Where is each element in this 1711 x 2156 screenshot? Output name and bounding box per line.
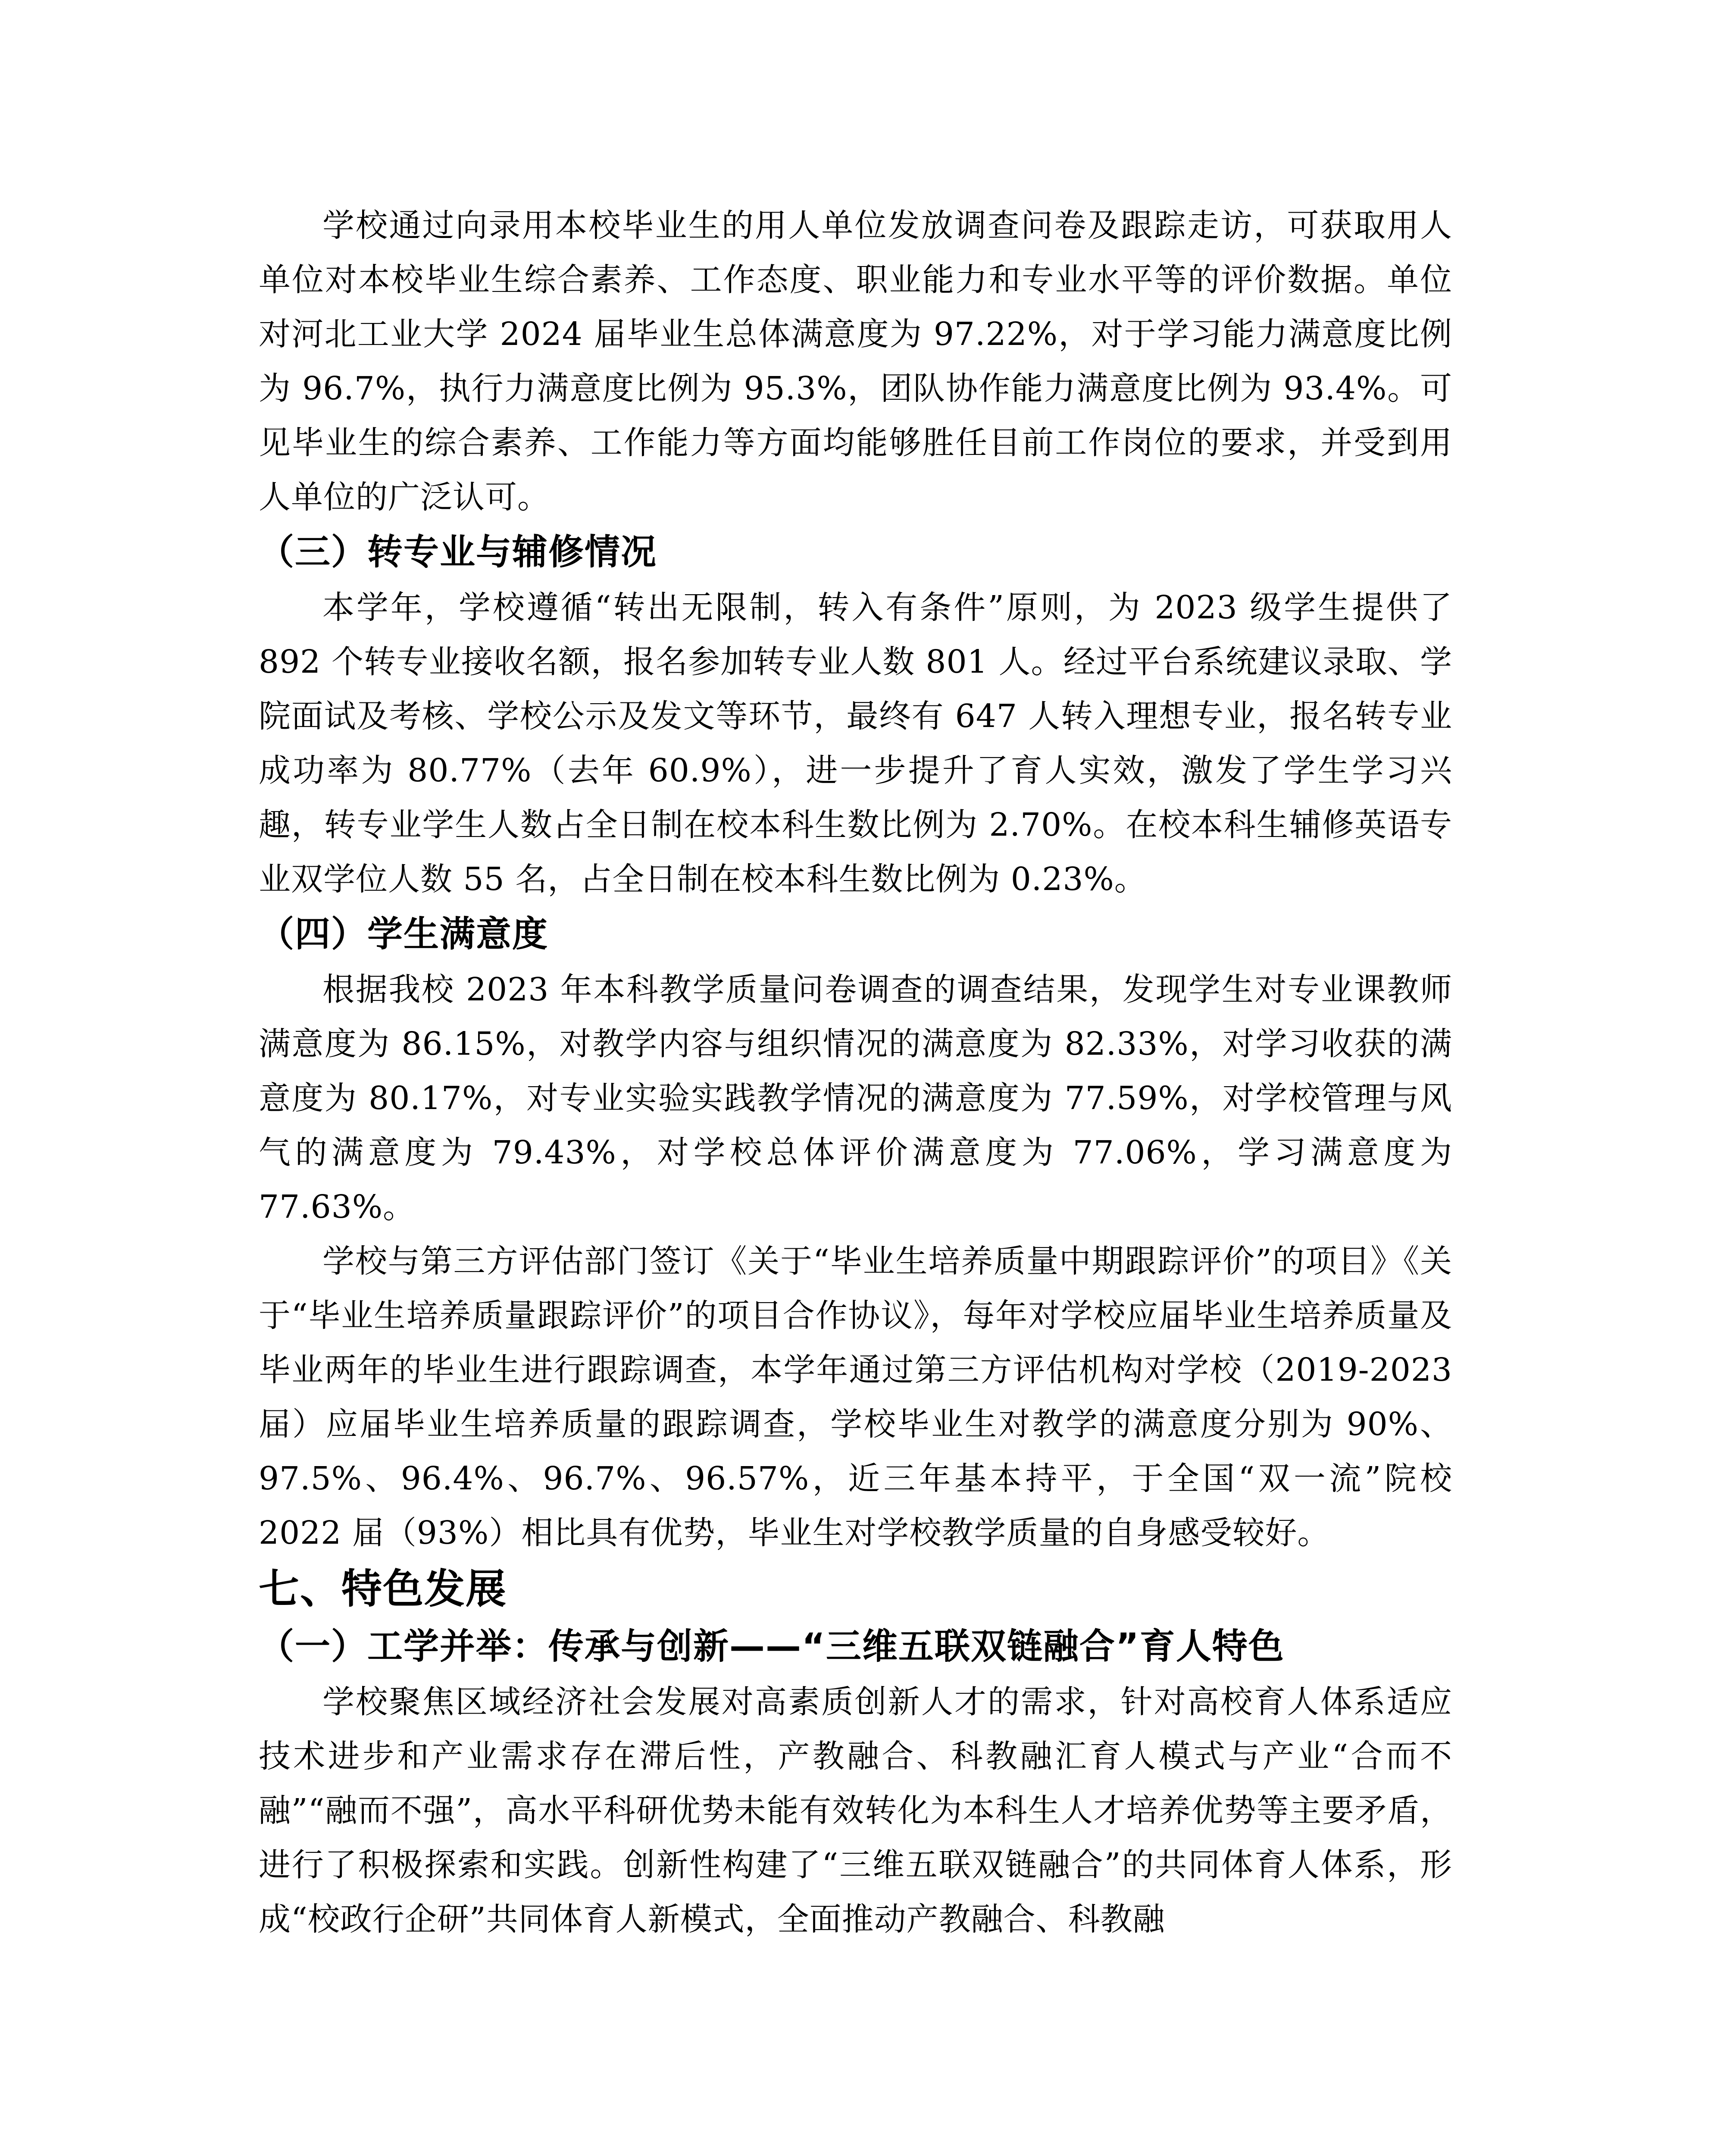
page-content: [259, 198, 1452, 1946]
third-party-evaluation-paragraph: 学校与第三方评估部门签订《关于“毕业生培养质量中期跟踪评价”的项目》《关于“毕业生培养质量跟踪评价”的项目合作协议》，每年对学校应届毕业生培养质量及毕业两年的毕业生进行跟踪调查，本学年通过第三方评估机构对学校（2019-2023 届）应届毕业生培养质量的跟踪调查，学校毕业生对教学的满意度分别为 90%、97.5%、96.4%、96.7%、96.57%，近三年基本持平，于全国“双一流”院校 2022 届（93%）相比具有优势，毕业生对学校教学质量的自身感受较好。: [259, 1243, 1452, 1551]
major-transfer-paragraph: 本学年，学校遵循“转出无限制，转入有条件”原则，为 2023 级学生提供了 892 个转专业接收名额，报名参加转专业人数 801 人。经过平台系统建议录取、学院面试及考核、学校公示及发文等环节，最终有 647 人转入理想专业，报名转专业成功率为 80.77%（去年 60.9%），进一步提升了育人实效，激发了学生学习兴趣，转专业学生人数占全日制在校本科生数比例为 2.70%。在校本科生辅修英语专业双学位人数 55 名，占全日制在校本科生数比例为 0.23%。: [259, 589, 1452, 898]
education-feature-heading: （一）工学并举：传承与创新——“三维五联双链融合”育人特色: [259, 1626, 1285, 1667]
employer-satisfaction-paragraph: 学校通过向录用本校毕业生的用人单位发放调查问卷及跟踪走访，可获取用人单位对本校毕业生综合素养、工作态度、职业能力和专业水平等的评价数据。单位对河北工业大学 2024 届毕业生总体满意度为 97.22%，对于学习能力满意度比例为 96.7%，执行力满意度比例为 95.3%，团队协作能力满意度比例为 93.4%。可见毕业生的综合素养、工作能力等方面均能够胜任目前工作岗位的要求，并受到用人单位的广泛认可。: [259, 207, 1452, 516]
chapter-heading: 七、特色发展: [259, 1566, 507, 1613]
student-satisfaction-paragraph: 根据我校 2023 年本科教学质量问卷调查的调查结果，发现学生对专业课教师满意度为 86.15%，对教学内容与组织情况的满意度为 82.33%，对学习收获的满意度为 80.17%，对专业实验实践教学情况的满意度为 77.59%，对学校管理与风气的满意度为 79.43%，对学校总体评价满意度为 77.06%，学习满意度为 77.63%。: [259, 971, 1452, 1225]
education-feature-paragraph: 学校聚焦区域经济社会发展对高素质创新人才的需求，针对高校育人体系适应技术进步和产业需求存在滞后性，产教融合、科教融汇育人模式与产业“合而不融”“融而不强”，高水平科研优势未能有效转化为本科生人才培养优势等主要矛盾，进行了积极探索和实践。创新性构建了“三维五联双链融合”的共同体育人体系，形成“校政行企研”共同体育人新模式，全面推动产教融合、科教融: [259, 1683, 1452, 1938]
student-satisfaction-heading: （四）学生满意度: [259, 914, 549, 955]
major-transfer-heading: （三）转专业与辅修情况: [259, 532, 657, 573]
